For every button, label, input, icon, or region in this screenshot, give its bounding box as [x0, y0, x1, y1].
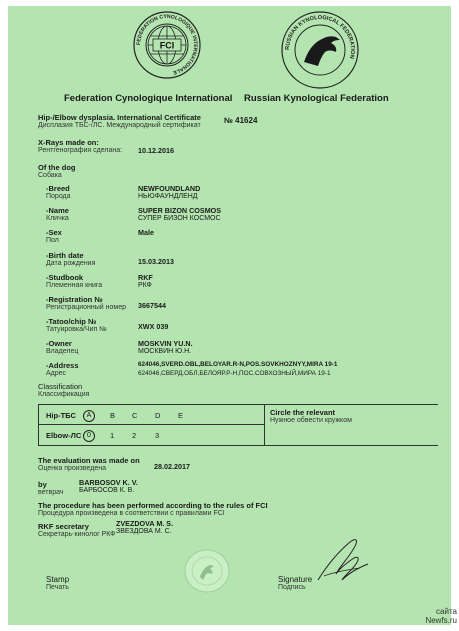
- field-studbook-ru: Племенная книга: [46, 282, 103, 289]
- signature-label-en: Signature: [278, 575, 313, 584]
- elbow-grade-3: 3: [155, 431, 160, 440]
- hip-grade-d: D: [155, 411, 161, 420]
- stamp-label-en: Stamp: [46, 575, 70, 584]
- evaluation-date: 28.02.2017: [154, 462, 190, 471]
- field-address-ru: Адрес: [46, 370, 67, 377]
- classification-label-ru: Классификация: [38, 391, 90, 398]
- embossed-stamp-icon: [184, 549, 230, 593]
- field-name-value: SUPER BIZON COSMOS: [138, 206, 222, 215]
- hip-grade-b: B: [110, 411, 116, 420]
- hip-grade-a-circled: A: [83, 410, 95, 422]
- secretary-ru: Секретарь-кинолог РКФ: [38, 531, 116, 538]
- cert-title-ru: Дисплазия ТБС-/ЛС. Международный сертификат: [38, 122, 201, 129]
- elbow-label: Elbow-ЛС: [46, 431, 82, 440]
- circle-note-en: Circle the relevant: [270, 408, 336, 417]
- field-owner-en: -Owner: [46, 339, 72, 348]
- secretary-name: ZVEZDOVA M. S.: [116, 519, 174, 528]
- field-sex-value: Male: [138, 228, 154, 237]
- field-breed-en: -Breed: [46, 184, 70, 193]
- cert-title-en: Hip-/Elbow dysplasia. International Certificate: [38, 113, 201, 122]
- site-watermark: [425, 607, 457, 625]
- cert-number: № 41624: [224, 116, 258, 125]
- field-owner-value: MOSKVIN YU.N.: [138, 339, 193, 348]
- signature-scribble: [314, 534, 372, 586]
- vet-ru: ветврач: [38, 489, 64, 496]
- field-address-value-ru: 624046,СВЕРД.ОБЛ,БЕЛОЯР.Р-Н,ПОС.СОВХОЗНЫЙ,МИРА 19-1: [138, 370, 331, 377]
- field-chip-en: -Tatoo/chip №: [46, 317, 97, 326]
- classification-label-en: Classification: [38, 382, 83, 391]
- xray-date: 10.12.2016: [138, 146, 174, 155]
- vet-name-ru: БАРБОСОВ К. В.: [79, 487, 135, 494]
- dog-header-ru: Собака: [38, 172, 62, 179]
- field-name-ru: Кличка: [46, 215, 69, 222]
- vet-name: BARBOSOV K. V.: [79, 478, 138, 487]
- field-sex-ru: Пол: [46, 237, 59, 244]
- elbow-grade-0-circled: 0: [83, 430, 95, 442]
- dog-head-icon: [304, 36, 340, 66]
- field-birth-en: -Birth date: [46, 251, 84, 260]
- fci-name: Federation Cynologique International: [64, 93, 233, 104]
- circle-note-ru: Нужное обвести кружком: [270, 417, 352, 424]
- fci-logo: [132, 10, 202, 80]
- field-birth-value: 15.03.2013: [138, 257, 174, 266]
- watermark-line2: Newfs.ru: [425, 616, 457, 625]
- hip-grade-c: C: [132, 411, 138, 420]
- field-birth-ru: Дата рождения: [46, 260, 96, 267]
- field-sex-en: -Sex: [46, 228, 62, 237]
- watermark-line1: сайта: [436, 607, 457, 616]
- secretary-en: RKF secretary: [38, 522, 89, 531]
- evaluation-label-en: The evaluation was made on: [38, 456, 140, 465]
- signature-label-ru: Подпись: [278, 584, 306, 591]
- field-breed-ru: Порода: [46, 193, 71, 200]
- field-breed-value: NEWFOUNDLAND: [138, 184, 201, 193]
- field-breed-value-ru: НЬЮФАУНДЛЕНД: [138, 193, 198, 200]
- certificate-paper: [8, 6, 451, 625]
- field-owner-value-ru: МОСКВИН Ю.Н.: [138, 348, 192, 355]
- field-name-value-ru: СУПЕР БИЗОН КОСМОС: [138, 215, 221, 222]
- elbow-grade-2: 2: [132, 431, 137, 440]
- fci-seal-text: FEDERATION CYNOLOGIQUE INTERNATIONALE: [135, 13, 199, 76]
- stamp-label-ru: Печать: [46, 584, 69, 591]
- field-studbook-en: -Studbook: [46, 273, 84, 282]
- field-address-value: 624046,SVERD.OBL,BELOYAR.R-N,POS.SOVKHOZNYY,MIRA 19-1: [138, 361, 338, 368]
- field-address-en: -Address: [46, 361, 79, 370]
- elbow-grade-1: 1: [110, 431, 115, 440]
- hip-label: Hip-ТБС: [46, 411, 76, 420]
- field-studbook-value-ru: РКФ: [138, 282, 152, 289]
- evaluation-label-ru: Оценка произведена: [38, 465, 107, 472]
- fci-logo-abbr: FCI: [159, 40, 175, 51]
- field-owner-ru: Владелец: [46, 348, 79, 355]
- dog-header-en: Of the dog: [38, 163, 76, 172]
- field-studbook-value: RKF: [138, 273, 153, 282]
- field-reg-value: 3667544: [138, 301, 166, 310]
- procedure-ru: Процедура произведена в соответствии с правилами FCI: [38, 510, 225, 517]
- rkf-logo: [280, 10, 360, 90]
- hip-grade-e: E: [178, 411, 184, 420]
- field-name-en: -Name: [46, 206, 69, 215]
- field-chip-value: XWX 039: [138, 322, 169, 331]
- secretary-name-ru: ЗВЕЗДОВА М. С.: [116, 528, 172, 535]
- rkf-name: Russian Kynological Federation: [244, 93, 389, 104]
- xray-label-en: X-Rays made on:: [38, 138, 99, 147]
- field-reg-en: -Registration №: [46, 295, 103, 304]
- vet-by: by: [38, 480, 47, 489]
- xray-label-ru: Рентгенография сделана:: [38, 147, 123, 154]
- field-reg-ru: Регистрационный номер: [46, 304, 126, 311]
- rkf-seal-text: RUSSIAN KYNOLOGICAL FEDERATION: [284, 14, 356, 60]
- field-chip-ru: Татуировка/Чип №: [46, 326, 107, 333]
- procedure-en: The procedure has been performed according to the rules of FCI: [38, 501, 268, 510]
